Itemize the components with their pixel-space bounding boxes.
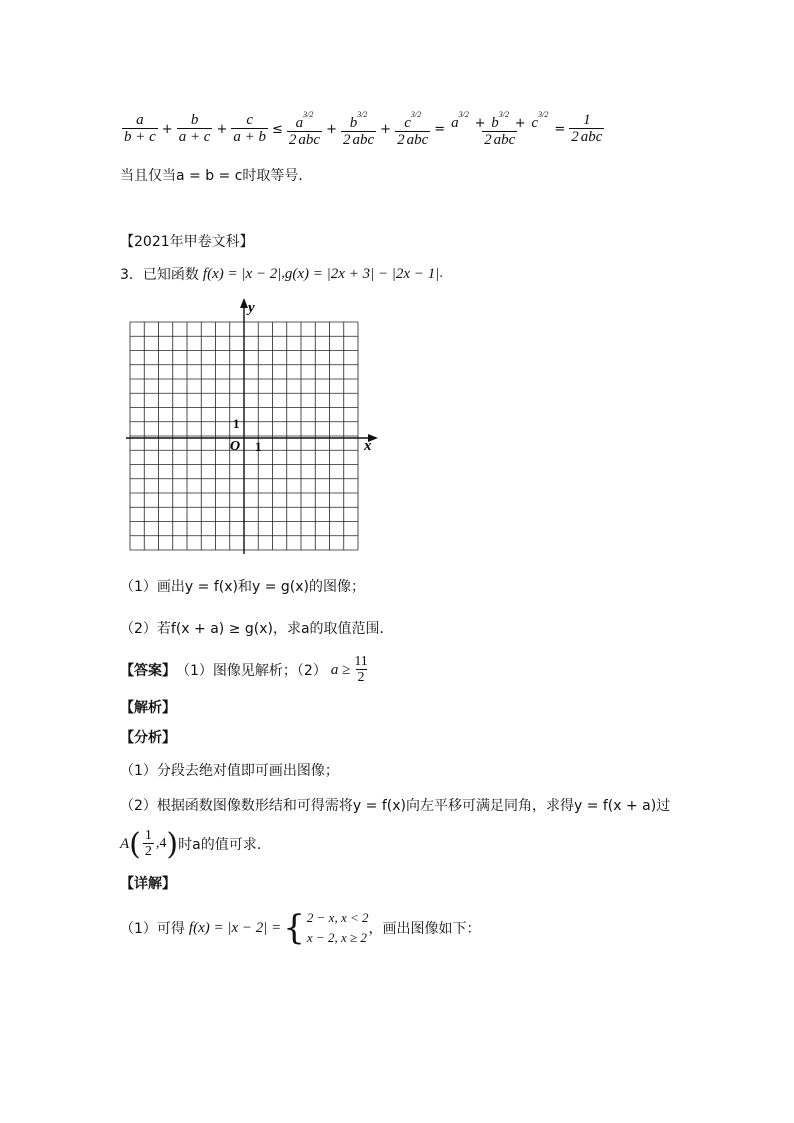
origin-label: O — [230, 439, 241, 454]
analysis-step-2: （2）根据函数图像数形结和可得需将y = f(x)向左平移可满足同角，求得y = f(x + a)过 — [120, 798, 671, 814]
fraction: $\frac{a}{b + c}$ — [124, 112, 156, 145]
part-1-question: （1）画出y = f(x)和y = g(x)的图像； — [120, 579, 365, 595]
fraction: $\frac{c^{3/2}}{\text{2 abc}}$ — [397, 109, 429, 148]
y-axis-label: y — [248, 300, 255, 316]
analysis-step-3: A ( $\frac{1}{2}$ ,4 ) 时a的值可求. — [120, 826, 262, 862]
fraction: $\frac{a^{3/2}}{\text{2 abc}}$ — [288, 109, 321, 148]
analysis-step-1: （1）分段去绝对值即可画出图像； — [120, 763, 339, 779]
fraction: $\frac{11}{2}$ — [354, 654, 368, 685]
y-axis-arrow-icon — [240, 298, 248, 308]
equality-condition: 当且仅当a = b = c时取等号． — [120, 168, 313, 184]
section-tag: 【2021年甲卷文科】 — [120, 234, 254, 250]
xiangjie-heading: 【详解】 — [120, 876, 176, 892]
answer-line: 【答案】 （1）图像见解析；（2） a ≥ $\frac{11}{2}$ — [120, 654, 368, 685]
fenxi-heading: 【分析】 — [120, 730, 176, 746]
y-tick-label: 1 — [233, 416, 240, 431]
fraction: $\frac{c}{a + b}$ — [233, 112, 266, 145]
x-axis-label: x — [364, 438, 372, 454]
fraction: $\frac{b}{a + c}$ — [178, 112, 211, 145]
fraction: $\frac{a^{3/2} + b^{3/2} + c^{3/2}}{\text{2 abc}}$ — [451, 109, 549, 148]
part-2-question: （2）若f(x + a) ≥ g(x)，求a的取值范围． — [120, 621, 394, 637]
piecewise-cases: 2 − x, x < 2 x − 2, x ≥ 2 — [306, 910, 369, 945]
inequality-formula: $\frac{a}{b + c}$ + $\frac{b}{a + c}$ + $\frac{c}{a + b}$ ≤ $\frac{a^{3/2}}{\text{2 abc}}$ + $\frac{b^{3/2}}{\text{2 abc}}$ + $\frac{c^{3/2}}{\text{2 abc}}$ = $\frac{a^{3/2} + b^{3/2} + c^{3/2}}{\text{2 abc}}$ = $\frac{1}{\text{2 abc}}$ — [124, 109, 603, 148]
jiexi-heading: 【解析】 — [120, 700, 176, 716]
fraction: $\frac{1}{\text{2 abc}}$ — [571, 112, 603, 145]
problem-stem: 3． 已知函数 f(x) = |x − 2| , g(x) = |2x + 3| − |2x − 1| . — [120, 265, 443, 283]
detail-step-1: （1）可得 f(x) = |x − 2| = { 2 − x, x < 2 x − 2, x ≥ 2 ，画出图像如下： — [120, 908, 481, 948]
fraction: $\frac{1}{2}$ — [144, 828, 152, 859]
x-tick-label: 1 — [255, 439, 262, 454]
fraction: $\frac{b^{3/2}}{\text{2 abc}}$ — [342, 109, 375, 148]
coordinate-grid — [120, 296, 390, 558]
